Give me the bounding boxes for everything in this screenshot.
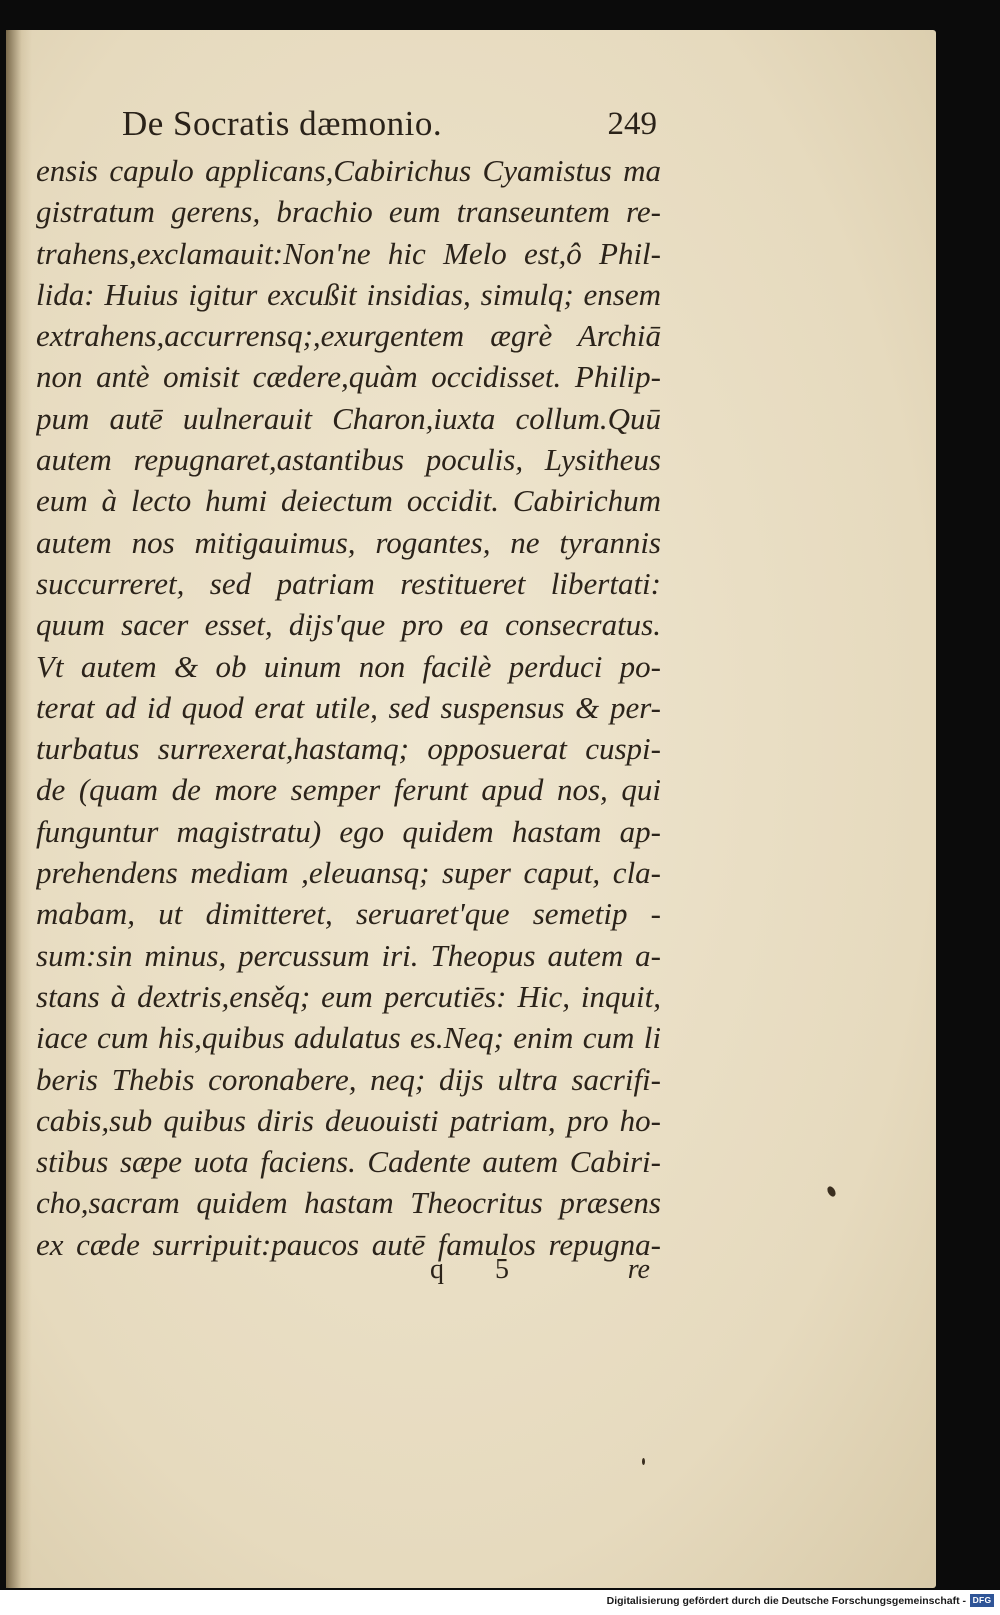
footer-bar: [0, 1590, 1000, 1615]
text-line: stans à dextris,ensěq; eum percutiēs: Hic, inquit,: [36, 978, 661, 1014]
text-line: eum à lecto humi deiectum occidit. Cabirichum: [36, 483, 661, 519]
text-line: ex cæde surripuit:paucos autē famulos repugna-: [36, 1226, 661, 1262]
text-line: lida: Huius igitur excußit insidias, simulq; ensem: [36, 276, 661, 312]
text-line: mabam, ut dimitteret, seruaret'que semetip -: [36, 896, 661, 932]
page-number: 249: [607, 106, 657, 142]
text-line: de (quam de more semper ferunt apud nos, qui: [36, 772, 661, 808]
signature-mark: q 5: [430, 1254, 531, 1285]
text-line: cho,sacram quidem hastam Theocritus præsens: [36, 1185, 661, 1221]
text-line: trahens,exclamauit:Non'ne hic Melo est,ô Phil-: [36, 235, 661, 271]
text-line: non antè omisit cædere,quàm occidisset. Philip-: [36, 359, 661, 395]
text-line: iace cum his,quibus adulatus es.Neq; enim cum li: [36, 1020, 661, 1056]
dfg-logo-icon: DFG: [970, 1594, 994, 1607]
text-line: turbatus surrexerat,hastamq; opposuerat cuspi-: [36, 731, 661, 767]
text-line: autem nos mitigauimus, rogantes, ne tyrannis: [36, 524, 661, 560]
page-header: [122, 104, 657, 150]
text-line: succurreret, sed patriam restitueret libertati:: [36, 565, 661, 601]
text-line: beris Thebis coronabere, neq; dijs ultra sacrifi-: [36, 1061, 661, 1097]
text-line: autem repugnaret,astantibus poculis, Lysitheus: [36, 442, 661, 478]
spine-shadow: [6, 30, 32, 1588]
text-line: extrahens,accurrensq;,exurgentem ægrè Archiā: [36, 318, 661, 354]
running-title: De Socratis dæmonio.: [122, 104, 443, 143]
text-line: terat ad id quod erat utile, sed suspensus & per-: [36, 689, 661, 725]
text-line: gistratum gerens, brachio eum transeuntem re-: [36, 194, 661, 230]
text-line: sum:sin minus, percussum iri. Theopus autem a-: [36, 937, 661, 973]
text-line: prehendens mediam ,eleuansq; super caput, cla-: [36, 855, 661, 891]
text-line: ensis capulo applicans,Cabirichus Cyamistus ma: [36, 153, 661, 188]
catchword: re: [627, 1254, 650, 1285]
text-line: pum autē uulnerauit Charon,iuxta collum.Quū: [36, 400, 661, 436]
text-line: stibus sæpe uota faciens. Cadente autem Cabiri-: [36, 1144, 661, 1180]
body-text: [36, 150, 661, 1265]
funding-credit: Digitalisierung gefördert durch die Deutsche Forschungsgemeinschaft -: [606, 1595, 966, 1607]
text-line: cabis,sub quibus diris deuouisti patriam, pro ho-: [36, 1102, 661, 1138]
text-line: funguntur magistratu) ego quidem hastam ap-: [36, 813, 661, 849]
text-line: Vt autem & ob uinum non facilè perduci po-: [36, 648, 661, 684]
ink-speck: [642, 1458, 645, 1465]
signature-line: [430, 1254, 650, 1294]
text-line: quum sacer esset, dijs'que pro ea consecratus.: [36, 607, 661, 643]
